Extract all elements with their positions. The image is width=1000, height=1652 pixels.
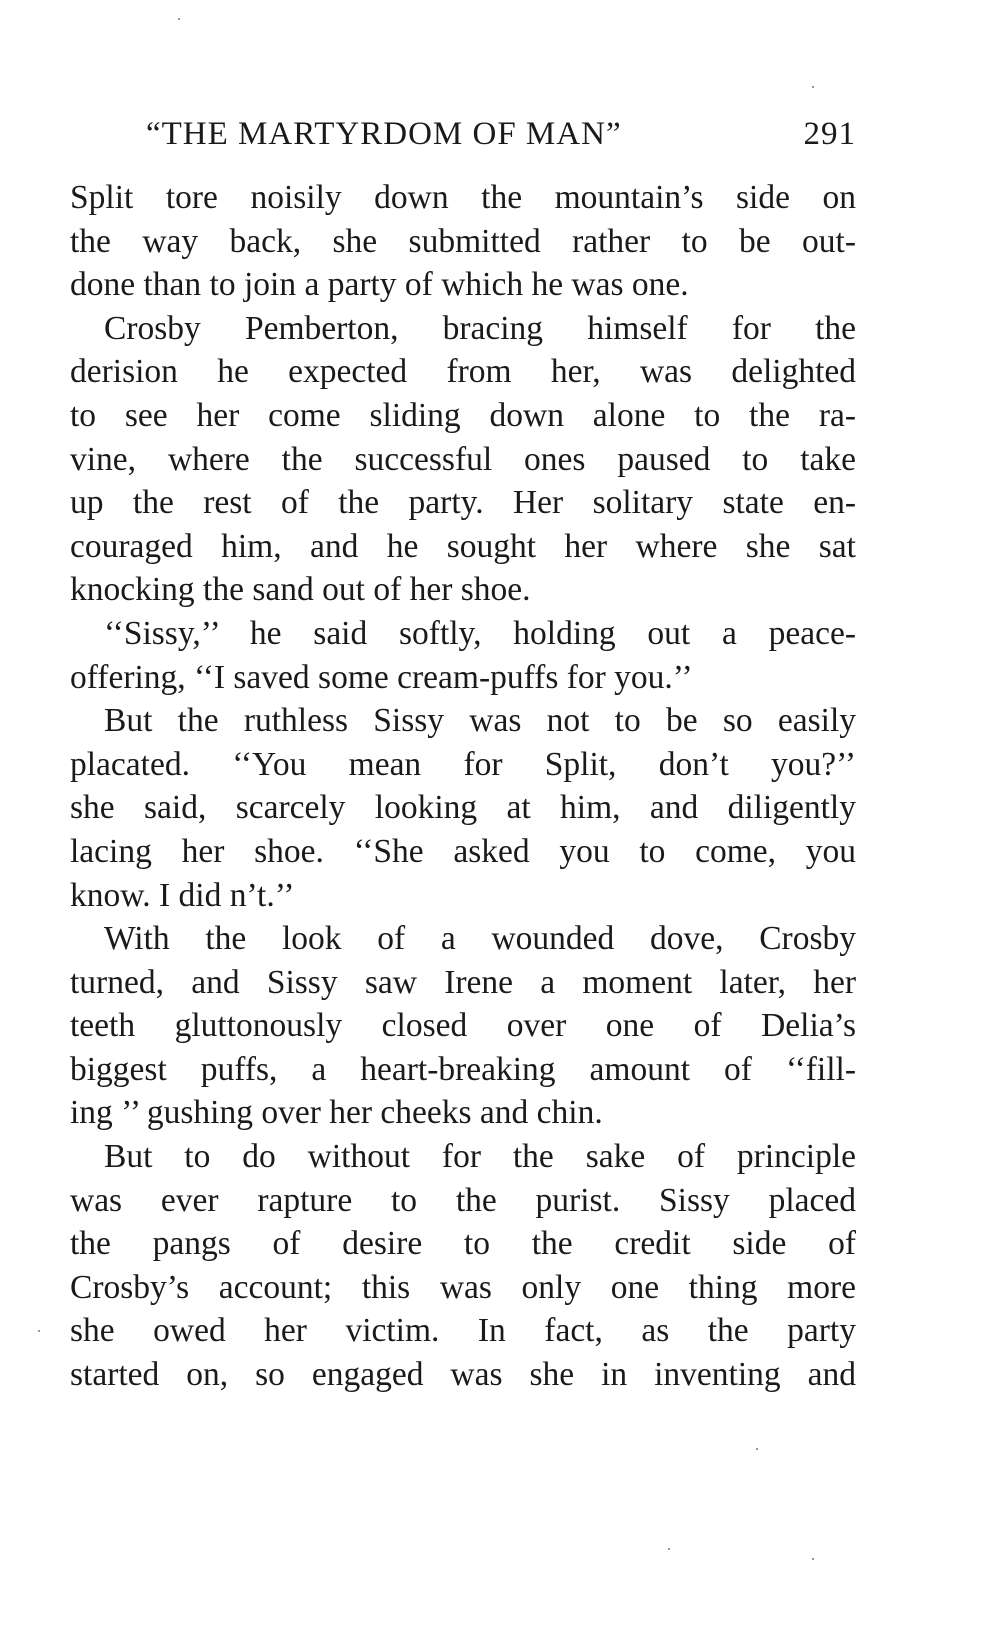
text-line: turned, and Sissy saw Irene a moment later, her xyxy=(70,963,856,1001)
text-line: teeth gluttonously closed over one of Delia’s xyxy=(70,1007,856,1045)
text-line: she said, scarcely looking at him, and diligently xyxy=(70,789,856,827)
body-text xyxy=(70,176,856,1397)
paper-speck xyxy=(38,1330,40,1332)
text-line: With the look of a wounded dove, Crosby xyxy=(104,920,856,958)
text-line: know. I did n’t.’’ xyxy=(70,876,295,914)
text-line: done than to join a party of which he was one. xyxy=(70,266,689,304)
text-line: biggest puffs, a heart-breaking amount of ‘‘fill- xyxy=(70,1050,856,1088)
text-line: ing ’’ gushing over her cheeks and chin. xyxy=(70,1094,603,1132)
page-number: 291 xyxy=(803,116,856,152)
paper-speck xyxy=(178,18,180,20)
paper-speck xyxy=(812,1558,814,1560)
text-line: was ever rapture to the purist. Sissy placed xyxy=(70,1181,856,1219)
text-line: couraged him, and he sought her where she sat xyxy=(70,527,856,565)
paper-speck xyxy=(812,86,814,88)
text-line: But to do without for the sake of principle xyxy=(104,1138,856,1176)
running-head xyxy=(146,112,856,156)
text-line: she owed her victim. In fact, as the party xyxy=(70,1312,856,1350)
text-line: offering, ‘‘I saved some cream-puffs for you.’’ xyxy=(70,658,693,696)
text-line: lacing her shoe. ‘‘She asked you to come, you xyxy=(70,832,856,870)
text-line: knocking the sand out of her shoe. xyxy=(70,571,531,609)
text-line: started on, so engaged was she in inventing and xyxy=(70,1356,856,1394)
text-line: ‘‘Sissy,’’ he said softly, holding out a peace- xyxy=(104,614,856,652)
text-line: Crosby Pemberton, bracing himself for the xyxy=(104,309,856,347)
text-line: Crosby’s account; this was only one thing more xyxy=(70,1268,856,1306)
paper-speck xyxy=(756,1448,758,1450)
text-line: placated. ‘‘You mean for Split, don’t you?’’ xyxy=(70,745,856,783)
text-line: the way back, she submitted rather to be out- xyxy=(70,222,856,260)
running-title: “THE MARTYRDOM OF MAN” xyxy=(146,116,622,152)
text-line: Split tore noisily down the mountain’s side on xyxy=(70,179,856,216)
text-line: up the rest of the party. Her solitary state en- xyxy=(70,484,856,522)
text-line: the pangs of desire to the credit side of xyxy=(70,1225,856,1263)
text-line: But the ruthless Sissy was not to be so easily xyxy=(104,702,856,740)
text-line: to see her come sliding down alone to the ra- xyxy=(70,396,856,434)
paper-speck xyxy=(668,1548,670,1550)
text-line: vine, where the successful ones paused to take xyxy=(70,440,856,478)
text-line: derision he expected from her, was delighted xyxy=(70,353,856,391)
